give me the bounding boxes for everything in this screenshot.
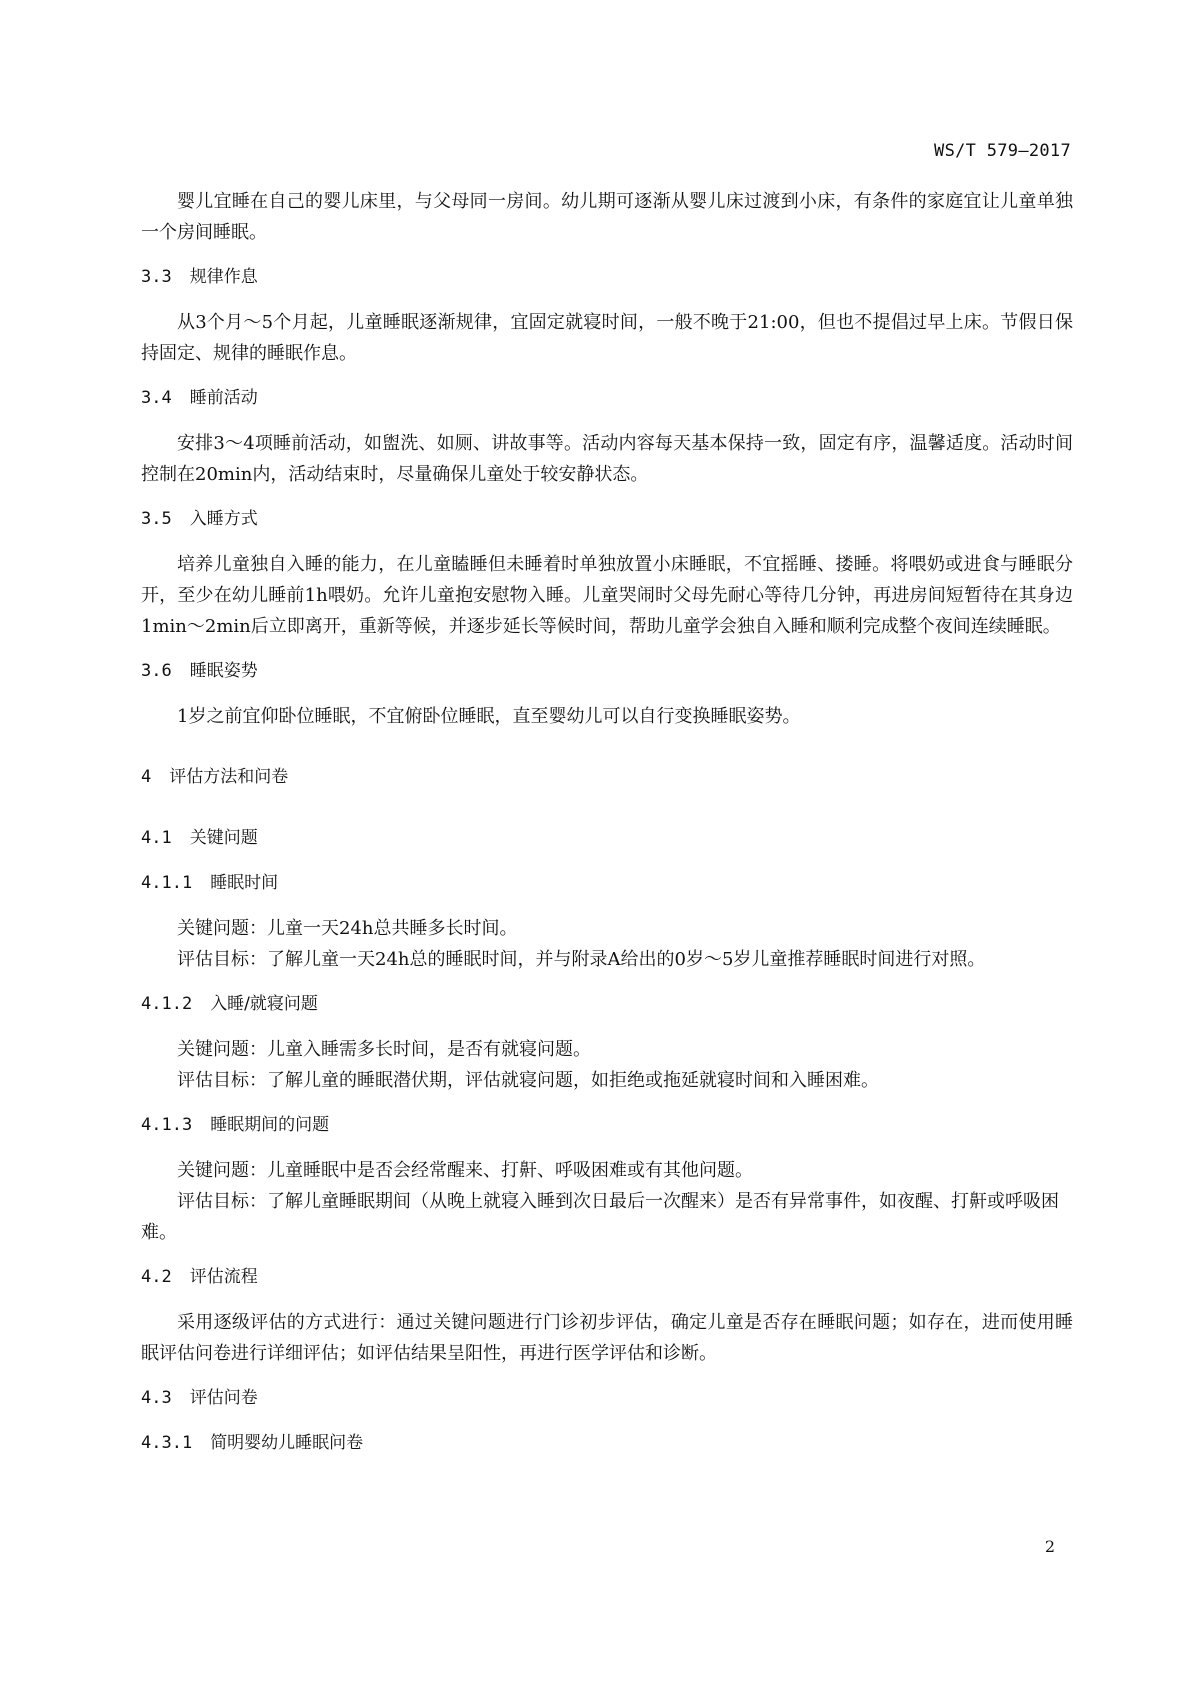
section-heading-4-1-2 xyxy=(141,989,1073,1020)
question-block xyxy=(141,1155,1073,1248)
section-heading-3-3 xyxy=(141,262,1073,293)
chapter-title: 评估方法和问卷 xyxy=(169,767,289,787)
section-heading-4-3-1 xyxy=(141,1428,1073,1459)
section-number: 3.6 xyxy=(141,661,172,681)
section-title: 简明婴幼儿睡眠问卷 xyxy=(210,1433,364,1453)
section-number: 3.4 xyxy=(141,388,172,408)
section-title: 评估问卷 xyxy=(189,1388,258,1408)
section-heading-4-1-3 xyxy=(141,1110,1073,1141)
page-number: 2 xyxy=(1044,1537,1055,1556)
section-title: 关键问题 xyxy=(189,828,258,848)
section-heading-3-4 xyxy=(141,383,1073,414)
section-number: 3.5 xyxy=(141,509,172,529)
section-title: 睡眠期间的问题 xyxy=(210,1115,330,1135)
paragraph: 1岁之前宜仰卧位睡眠，不宜俯卧位睡眠，直至婴幼儿可以自行变换睡眠姿势。 xyxy=(177,706,801,727)
section-number: 4.1 xyxy=(141,828,172,848)
paragraph: 婴儿宜睡在自己的婴儿床里，与父母同一房间。幼儿期可逐渐从婴儿床过渡到小床，有条件的家庭宜让儿童单独一个房间睡眠。 xyxy=(141,191,1073,243)
section-title: 入睡/就寝问题 xyxy=(210,994,318,1014)
paragraph: 从3个月～5个月起，儿童睡眠逐渐规律，宜固定就寝时间，一般不晚于21:00，但也不提倡过早上床。节假日保持固定、规律的睡眠作息。 xyxy=(141,312,1073,364)
section-heading-4-1-1 xyxy=(141,868,1073,899)
question-block xyxy=(141,913,1073,975)
section-heading-4-3 xyxy=(141,1383,1073,1414)
section-heading-3-6 xyxy=(141,656,1073,687)
section-number: 4.1.1 xyxy=(141,873,193,893)
paragraph: 采用逐级评估的方式进行：通过关键问题进行门诊初步评估，确定儿童是否存在睡眠问题；如存在，进而使用睡眠评估问卷进行详细评估；如评估结果呈阳性，再进行医学评估和诊断。 xyxy=(141,1312,1073,1364)
question-block xyxy=(141,1034,1073,1096)
section-title: 睡眠时间 xyxy=(210,873,279,893)
section-heading-4-2 xyxy=(141,1262,1073,1293)
assessment-goal: 评估目标：了解儿童一天24h总的睡眠时间，并与附录A给出的0岁～5岁儿童推荐睡眠时间进行对照。 xyxy=(177,949,986,970)
chapter-heading-4 xyxy=(141,762,1073,793)
section-number: 4.3.1 xyxy=(141,1433,193,1453)
standard-code: WS/T 579—2017 xyxy=(934,141,1071,161)
section-number: 4.2 xyxy=(141,1267,172,1287)
key-question: 关键问题：儿童睡眠中是否会经常醒来、打鼾、呼吸困难或有其他问题。 xyxy=(177,1160,753,1181)
document-body xyxy=(141,186,1073,1473)
section-title: 规律作息 xyxy=(189,267,258,287)
assessment-goal: 评估目标：了解儿童睡眠期间（从晚上就寝入睡到次日最后一次醒来）是否有异常事件，如夜醒、打鼾或呼吸困难。 xyxy=(141,1191,1059,1243)
section-title: 入睡方式 xyxy=(189,509,258,529)
chapter-number: 4 xyxy=(141,767,152,787)
paragraph: 培养儿童独自入睡的能力，在儿童瞌睡但未睡着时单独放置小床睡眠，不宜摇睡、搂睡。将喂奶或进食与睡眠分开，至少在幼儿睡前1h喂奶。允许儿童抱安慰物入睡。儿童哭闹时父母先耐心等待几分钟，再进房间短暂待在其身边1min～2min后立即离开，重新等候，并逐步延长等候时间，帮助儿童学会独自入睡和顺利完成整个夜间连续睡眠。 xyxy=(141,554,1073,637)
section-number: 4.3 xyxy=(141,1388,172,1408)
section-title: 评估流程 xyxy=(189,1267,258,1287)
key-question: 关键问题：儿童入睡需多长时间，是否有就寝问题。 xyxy=(177,1039,591,1060)
key-question: 关键问题：儿童一天24h总共睡多长时间。 xyxy=(177,918,518,939)
section-heading-4-1 xyxy=(141,823,1073,854)
section-number: 3.3 xyxy=(141,267,172,287)
section-title: 睡前活动 xyxy=(189,388,258,408)
section-heading-3-5 xyxy=(141,504,1073,535)
paragraph: 安排3～4项睡前活动，如盥洗、如厕、讲故事等。活动内容每天基本保持一致，固定有序，温馨适度。活动时间控制在20min内，活动结束时，尽量确保儿童处于较安静状态。 xyxy=(141,433,1073,485)
section-title: 睡眠姿势 xyxy=(189,661,258,681)
section-number: 4.1.3 xyxy=(141,1115,193,1135)
section-number: 4.1.2 xyxy=(141,994,193,1014)
assessment-goal: 评估目标：了解儿童的睡眠潜伏期，评估就寝问题，如拒绝或拖延就寝时间和入睡困难。 xyxy=(177,1070,879,1091)
